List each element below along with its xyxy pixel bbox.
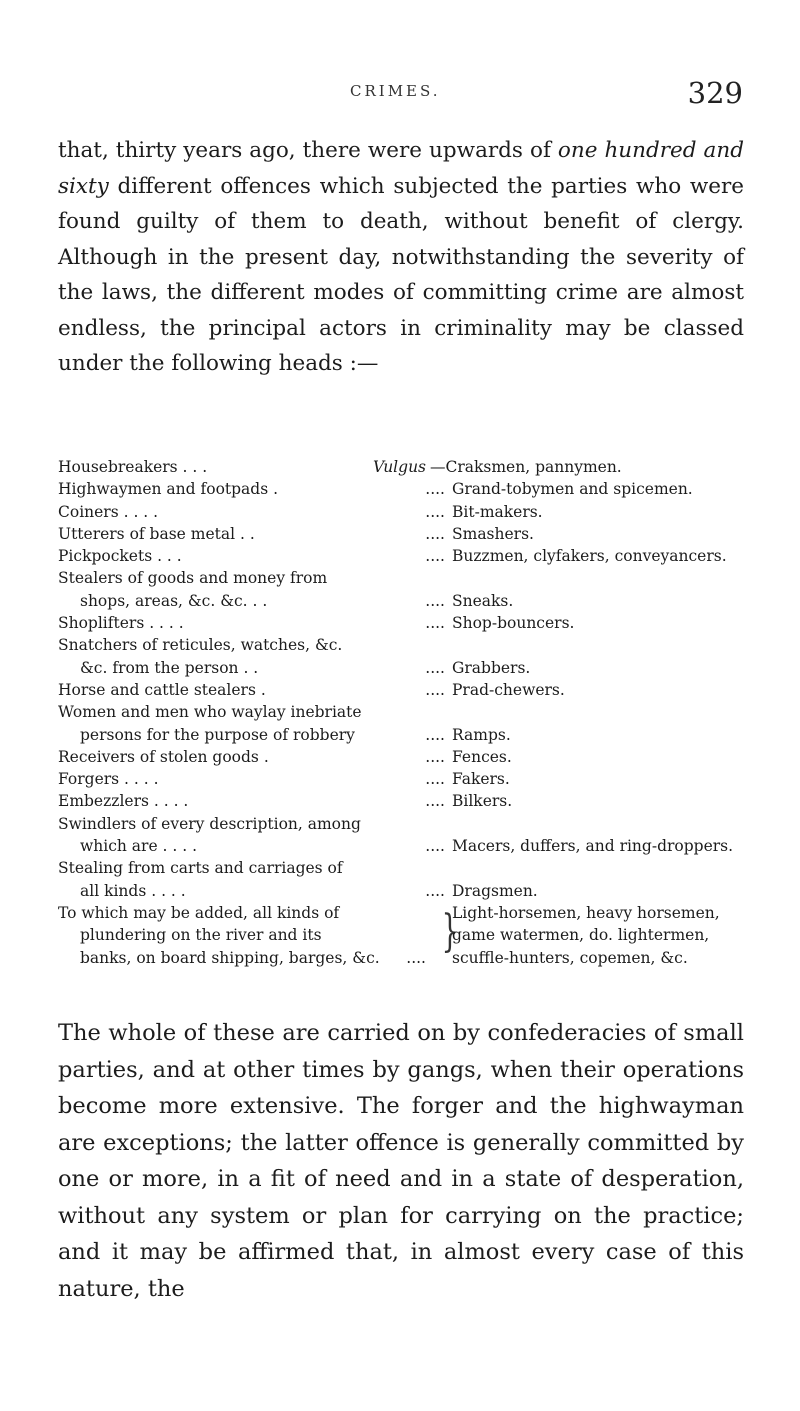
leader-dots: .... [406,948,426,967]
offence-line: Receivers of stolen goods . [58,747,269,766]
cant-term: Prad-chewers. [452,680,565,699]
table-row [58,813,758,858]
offence-line: Stealing from carts and carriages of [58,859,343,878]
offence-line: Shoplifters . . . . [58,614,184,633]
leader-dots: .... [425,524,445,543]
cant-term: Shop-bouncers. [452,614,575,633]
offence-line: To which may be added, all kinds of [58,903,340,922]
offence-line: Women and men who waylay inebriate [58,703,362,722]
intro-paragraph [58,133,744,382]
leader-dots: .... [425,547,445,566]
offence-label [58,501,448,523]
cant-term: Grabbers. [452,658,531,677]
offence-line: Coiners . . . . [58,502,159,521]
leader-dots: .... [425,792,445,811]
closing-paragraph: The whole of these are carried on by confederacies of small parties, and at other times by gangs, when their operations become more extensive. The forger and the highwayman are exceptions; the latter offence is generally committed by one or more, in a fit of need and in a state of desperation, without any system or plan for carrying on the practice; and it may be affirmed that, in almost every case of this nature, the [58,1020,744,1302]
offence-label [58,545,448,567]
offence-line: Snatchers of reticules, watches, &c. [58,636,343,655]
offence-label [58,634,448,679]
leader-dots: .... [425,725,445,744]
offence-label [58,790,448,812]
leader-dots: .... [425,480,445,499]
offence-line: Embezzlers . . . . [58,792,189,811]
offence-line: Swindlers of every description, among [58,814,361,833]
table-row [58,768,758,790]
table-row [58,790,758,812]
brace-glyph: } [441,905,459,957]
cant-term: —Craksmen, pannymen. [430,458,622,476]
offence-line: Housebreakers . . . [58,458,208,476]
offence-label [58,768,448,790]
offence-line: which are . . . . [80,837,198,856]
cant-term: Ramps. [452,725,511,744]
cant-term-line: scuffle-hunters, copemen, &c. [452,948,688,967]
cant-term: Buzzmen, clyfakers, conveyancers. [452,547,727,566]
table-row [58,501,758,523]
cant-term: Grand-tobymen and spicemen. [452,480,693,499]
offence-line: all kinds . . . . [80,881,186,900]
offence-label [58,523,448,545]
offence-line: Highwaymen and footpads . [58,480,279,499]
offence-label [58,701,448,746]
offence-line: shops, areas, &c. &c. . . [80,591,268,610]
cant-term: Fences. [452,747,512,766]
offence-label [58,857,448,902]
cant-term: Bilkers. [452,792,513,811]
offence-label [58,746,448,768]
offence-label [58,478,448,500]
table-row [58,612,758,634]
table-row [58,634,758,679]
offence-line: Stealers of goods and money from [58,569,328,588]
offence-line: Utterers of base metal . . [58,524,255,543]
table-row [58,523,758,545]
offence-label [58,813,448,858]
leader-dots: .... [425,658,445,677]
table-row [58,701,758,746]
offence-line: &c. from the person . . [80,658,259,677]
leader-dots: .... [425,747,445,766]
table-row [58,746,758,768]
leader-dots: .... [425,680,445,699]
table-row-final [58,902,758,969]
leader-dots: .... [425,591,445,610]
offence-line: persons for the purpose of robbery [80,725,355,744]
cant-term: Fakers. [452,770,510,789]
table-row [58,567,758,612]
leader-dots: .... [425,837,445,856]
cant-term-line: game watermen, do. lightermen, [452,926,710,945]
page-header [0,76,800,116]
cant-term-group [452,902,762,969]
leader-dots: .... [425,614,445,633]
table-row [58,857,758,902]
offence-line: Forgers . . . . [58,770,159,789]
offence-line: plundering on the river and its [80,926,322,945]
page-number: 329 [687,76,743,110]
leader-dots: .... [425,881,445,900]
offence-line: Pickpockets . . . [58,547,182,566]
table-row [58,679,758,701]
table-row [58,478,758,500]
cant-term: Sneaks. [452,591,514,610]
vulgus-label: Vulgus [373,458,427,476]
intro-text-a: that, thirty years ago, there were upwards of [58,138,558,163]
crime-cant-table [58,456,758,969]
intro-emphasis: one hundred and sixty [58,138,744,199]
cant-term-line: Light-horsemen, heavy horsemen, [452,903,720,922]
cant-term: Dragsmen. [452,881,538,900]
table-row [58,456,758,478]
offence-label [58,679,448,701]
offence-label [58,612,448,634]
cant-term: Bit-makers. [452,502,543,521]
cant-term: Smashers. [452,524,534,543]
offence-line: banks, on board shipping, barges, &c. [80,948,380,967]
intro-text-b: different offences which subjected the parties who were found guilty of them to death, without benefit of clergy. Although in the present day, notwithstanding the severity of the laws, the different modes of committing crime are almost endless, the principal actors in criminality may be classed under the following heads :— [58,173,744,376]
offence-line: Horse and cattle stealers . [58,680,266,699]
cant-term: Macers, duffers, and ring-droppers. [452,837,734,856]
leader-dots: .... [425,502,445,521]
table-row [58,545,758,567]
offence-label [58,567,448,612]
running-head: CRIMES. [350,82,441,100]
leader-dots: .... [425,770,445,789]
